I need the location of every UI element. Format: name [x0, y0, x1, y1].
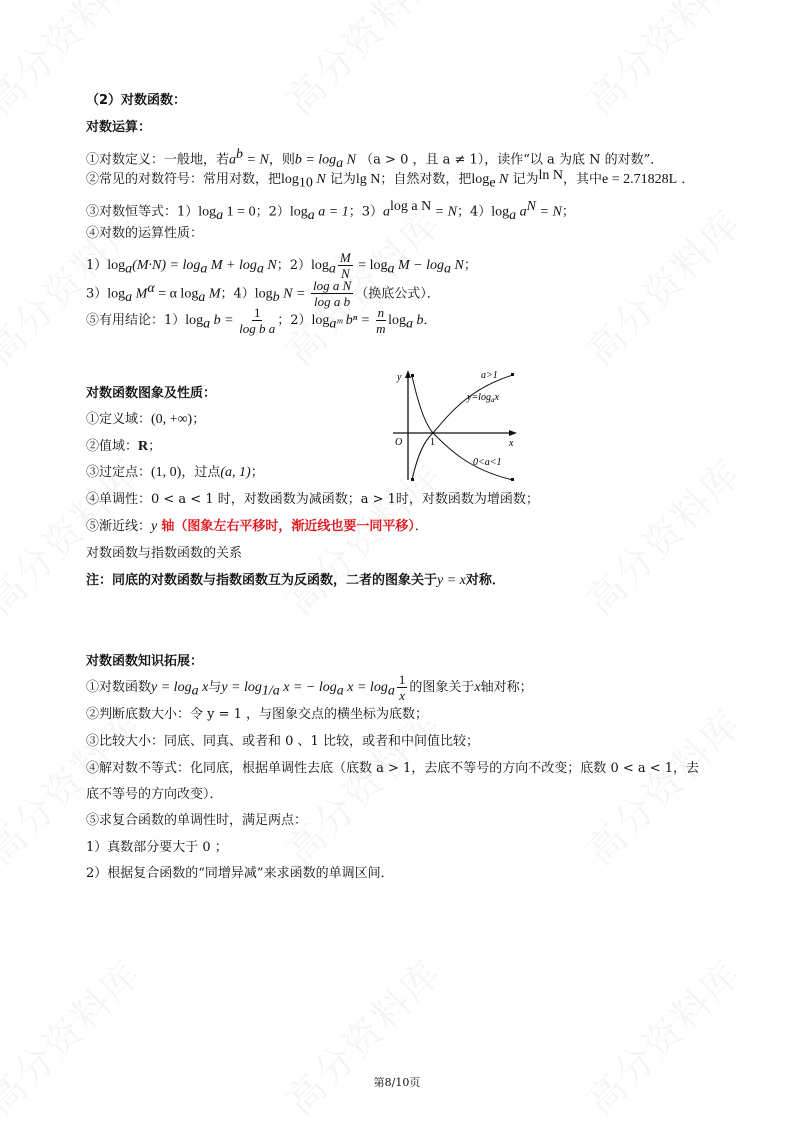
domain-property: ①定义域：(0, +∞)； — [86, 412, 206, 427]
log-properties-1: $1)\log_a(M\cdot N) = \log_a M + \log_a N$；$2)\log_a$ $\frac{M}{N}$ = $\log_a M - \log_a N$； — [86, 250, 477, 281]
range-property: ②值域：R； — [86, 439, 162, 454]
svg-text:a>1: a>1 — [481, 370, 498, 381]
extension-item-5-1: 1）真数部分要大于 0 ； — [86, 840, 228, 855]
extension-item-4-cont: 底不等号的方向改变）． — [86, 787, 223, 802]
extension-item-2: ②判断底数大小：令 y = 1 ，与图象交点的横坐标为底数； — [86, 707, 429, 722]
svg-text:0<a<1: 0<a<1 — [473, 457, 502, 468]
useful-conclusions: ⑤有用结论：$1)\log_a$ b = $\frac{1}{\text{log b a}}$ ；$2)\log_{aᵐ}$ bⁿ = $\frac{n}{m}$ $\log_a b$． — [86, 305, 437, 336]
graph-svg — [385, 368, 520, 483]
log-definition: ①对数定义：一般地，若$a^b = N$，则$b = \log_a N$ （a > 0 ，且 a ≠ 1），读作“以 a 为底 N 的对数”． — [86, 147, 664, 171]
watermark — [571, 195, 751, 375]
watermark — [271, 0, 451, 125]
extension-item-1: ①对数函数$y = \log_a x$与$y = \log_{1/a} x$ = − $\log_a x = \log_a$ $\frac{1}{x}$ 的图象关于x轴对称； — [86, 672, 533, 703]
watermark — [571, 0, 751, 125]
watermark — [571, 945, 751, 1125]
extension-item-5-2: 2）根据复合函数的“同增异减”来求函数的单调区间． — [86, 866, 394, 881]
relation-heading: 对数函数与指数函数的关系 — [86, 546, 243, 561]
graph-heading: 对数函数图象及性质： — [86, 386, 217, 401]
extension-item-3: ③比较大小：同底、同真、或者和 0 、1 比较，或者和中间值比较； — [86, 734, 479, 749]
log-identities: ③对数恒等式：$1)\log_a$ 1 = 0；$2)\log_a$ a = 1；$3)a^{log a N} = N$；$4)\log_a$ $a^N = N$； — [86, 199, 575, 223]
svg-text:O: O — [395, 437, 403, 448]
svg-text:x: x — [509, 438, 514, 449]
watermark — [0, 945, 151, 1125]
section-title: （2）对数函数： — [86, 93, 187, 108]
asymptote-property: ⑤渐近线：y 轴（图象左右平移时，渐近线也要一同平移）． — [86, 519, 428, 534]
watermark — [271, 945, 451, 1125]
inverse-note: 注：同底的对数函数与指数函数互为反函数，二者的图象关于y = x对称． — [86, 573, 505, 588]
svg-text:y=logax: $y=\log_ax$ — [467, 392, 499, 404]
log-properties-2: $3)\log_a$ $M^\alpha = \alpha$ $\log_a M$；$4)\log_b$ N = $\frac{\text{log a N}}{\text{log a b}}$ （换底公式）． — [86, 278, 440, 310]
svg-text:1: 1 — [430, 437, 435, 448]
properties-heading: ④对数的运算性质： — [86, 226, 204, 241]
watermark — [571, 695, 751, 875]
monotonicity-property: ④单调性：0 < a < 1 时，对数函数为减函数；a > 1时，对数函数为增函数； — [86, 492, 539, 507]
watermark — [571, 445, 751, 625]
common-log-symbols: ②常见的对数符号：常用对数，把$\log_{10} N$ 记为lg N；自然对数，把$\log_e N$ 记为ln N，其中e = 2.71828L ． — [86, 168, 695, 191]
ops-heading: 对数运算： — [86, 120, 152, 135]
extension-item-4: ④解对数不等式：化同底，根据单调性去底（底数 a > 1，去底不等号的方向不改变；底数 0 < a < 1，去 — [86, 761, 700, 776]
page-number: 第8/10页 — [373, 1076, 421, 1089]
svg-text:y: y — [397, 372, 402, 383]
log-function-graph — [385, 368, 520, 483]
extension-item-5: ⑤求复合函数的单调性时，满足两点： — [86, 813, 308, 828]
extension-heading: 对数函数知识拓展： — [86, 654, 204, 669]
fixed-point-property: ③过定点：(1, 0)，过点(a, 1)； — [86, 465, 264, 480]
